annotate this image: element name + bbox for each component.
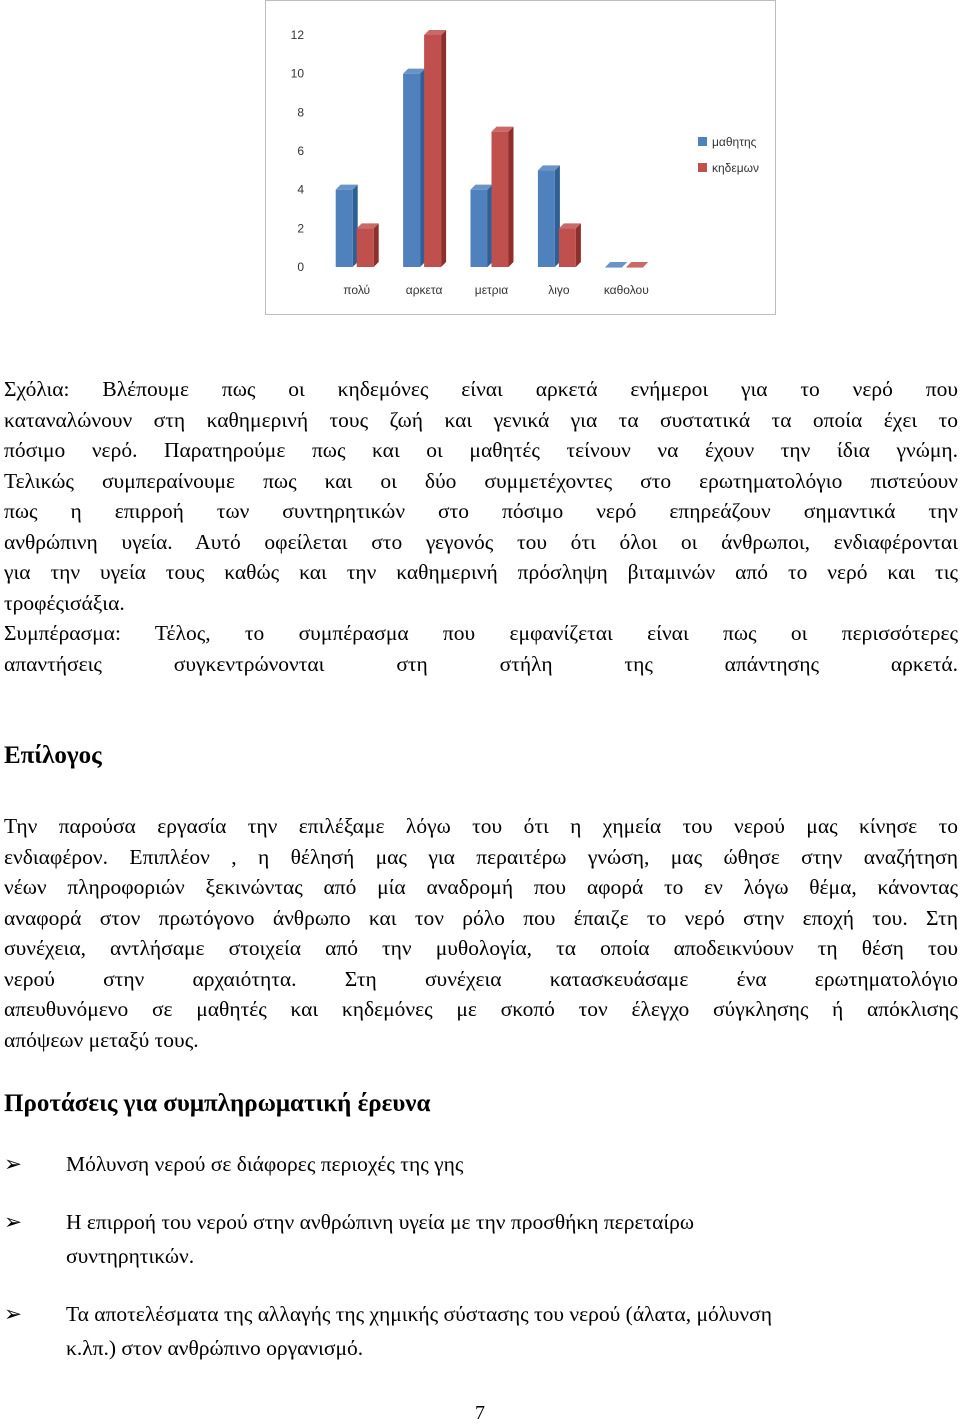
- x-tick-label: αρκετα: [405, 283, 443, 297]
- bar: [559, 228, 576, 267]
- comments-line: τροφέςισάξια.: [4, 590, 125, 615]
- proposals-heading: Προτάσεις για συμπληρωματική έρευνα: [4, 1090, 431, 1117]
- proposal-text-line: Τα αποτελέσματα της αλλαγής της χημικής σύστασης του νερού (άλατα, μόλυνση: [66, 1302, 772, 1326]
- y-tick-label: 8: [297, 105, 304, 120]
- y-tick-label: 0: [297, 260, 304, 274]
- y-tick-label: 12: [290, 28, 304, 42]
- epilogue-line: νερού στην αρχαιότητα. Στη συνέχεια κατασκευάσαμε ένα ερωτηματολόγιο: [4, 966, 958, 991]
- bar: [605, 267, 622, 268]
- bar: [336, 190, 353, 267]
- proposal-text-line: Η επιρροή του νερού στην ανθρώπινη υγεία με την προσθήκη περεταίρω: [66, 1210, 695, 1234]
- x-tick-label: καθολου: [603, 283, 649, 297]
- comments-line: ανθρώπινη υγεία. Αυτό οφείλεται στο γεγονός του ότι όλοι οι άνθρωποι, ενδιαφέρονται: [4, 529, 958, 554]
- y-tick-label: 6: [297, 144, 304, 158]
- bar-side: [509, 127, 514, 267]
- legend-label: κηδεμων: [712, 161, 759, 175]
- epilogue-line: νέων πληροφοριών ξεκινώντας από μία αναδρομή που αφορά το εν λόγω θέμα, κάνοντας: [4, 875, 958, 899]
- epilogue-line: αναφορά στον πρωτόγονο άνθρωπο και τον ρόλο που έπαιζε το νερό στην εποχή του. Στη: [4, 905, 958, 930]
- arrow-bullet-icon: ➢: [4, 1210, 23, 1234]
- bar: [492, 132, 509, 267]
- bar: [538, 170, 555, 267]
- y-tick-label: 10: [290, 66, 304, 81]
- epilogue-line: απευθυνόμενο σε μαθητές και κηδεμόνες με σκοπό τον έλεγχο σύγκλησης ή απόκλισης: [4, 997, 958, 1021]
- comments-line: καταναλώνουν στη καθημερινή τους ζωή και γενικά για τα συστατικά τα οποία έχει το: [4, 407, 958, 432]
- proposal-text-line: κ.λπ.) στον ανθρώπινο οργανισμό.: [66, 1336, 364, 1360]
- epilogue-paragraph: [4, 811, 958, 1055]
- x-tick-label: λιγο: [548, 283, 570, 297]
- bar: [471, 190, 488, 267]
- bar-top: [626, 262, 648, 267]
- comments-line: Σχόλια: Βλέπουμε πως οι κηδεμόνες είναι αρκετά ενήμεροι για το νερό που: [4, 377, 958, 401]
- bar-chart: [265, 0, 776, 315]
- proposal-text: [66, 1205, 956, 1273]
- bar-side: [374, 223, 379, 267]
- arrow-bullet-icon: ➢: [4, 1302, 23, 1326]
- bar-top: [605, 262, 627, 267]
- x-tick-label: μετρια: [474, 283, 509, 297]
- comments-line: πως η επιρροή των συντηρητικών στο πόσιμο νερό επηρεάζουν σημαντικά την: [4, 499, 958, 523]
- conclusion-line: απαντήσεις συγκεντρώνονται στη στήλη της απάντησης αρκετά.: [4, 651, 958, 676]
- arrow-bullet-icon: ➢: [4, 1152, 23, 1176]
- legend-swatch: [698, 137, 707, 146]
- bar: [424, 35, 441, 267]
- conclusion-line: Συμπέρασμα: Τέλος, το συμπέρασμα που εμφανίζεται είναι πως οι περισσότερες: [4, 621, 958, 645]
- legend-swatch: [698, 163, 707, 172]
- proposal-text: [66, 1297, 956, 1365]
- page-number: 7: [475, 1402, 485, 1424]
- x-tick-label: πολύ: [343, 283, 371, 297]
- proposal-text-line: συντηρητικών.: [66, 1244, 195, 1268]
- bar: [357, 228, 374, 267]
- epilogue-line: ενδιαφέρον. Επιπλέον , η θέλησή μας για περαιτέρω γνώση, μας ώθησε στην αναζήτηση: [4, 844, 958, 869]
- epilogue-line: απόψεων μεταξύ τους.: [4, 1027, 199, 1052]
- epilogue-line: συνέχεια, αντλήσαμε στοιχεία από την μυθολογία, τα οποία αποδεικνύουν τη θέση του: [4, 936, 958, 960]
- legend-label: μαθητης: [712, 135, 757, 149]
- chart-canvas: [266, 1, 777, 316]
- bar: [403, 74, 420, 267]
- y-tick-label: 2: [297, 221, 304, 236]
- proposal-text: Μόλυνση νερού σε διάφορες περιοχές της γης: [66, 1152, 464, 1176]
- y-tick-label: 4: [297, 182, 304, 197]
- comments-line: Τελικώς συμπεραίνουμε πως και οι δύο συμμετέχοντες στο ερωτηματολόγιο πιστεύουν: [4, 468, 958, 493]
- bar-side: [441, 30, 446, 267]
- epilogue-line: Την παρούσα εργασία την επιλέξαμε λόγω του ότι η χημεία του νερού μας κίνησε το: [4, 814, 958, 838]
- comments-line: πόσιμο νερό. Παρατηρούμε πως και οι μαθητές τείνουν να έχουν την ίδια γνώμη.: [4, 438, 958, 462]
- bar: [626, 267, 643, 268]
- comments-paragraph: [4, 374, 958, 679]
- bar-side: [576, 223, 581, 267]
- epilogue-heading: Επίλογος: [4, 742, 102, 769]
- comments-line: για την υγεία τους καθώς και την καθημερινή πρόσληψη βιταμινών από το νερό και τις: [4, 560, 958, 584]
